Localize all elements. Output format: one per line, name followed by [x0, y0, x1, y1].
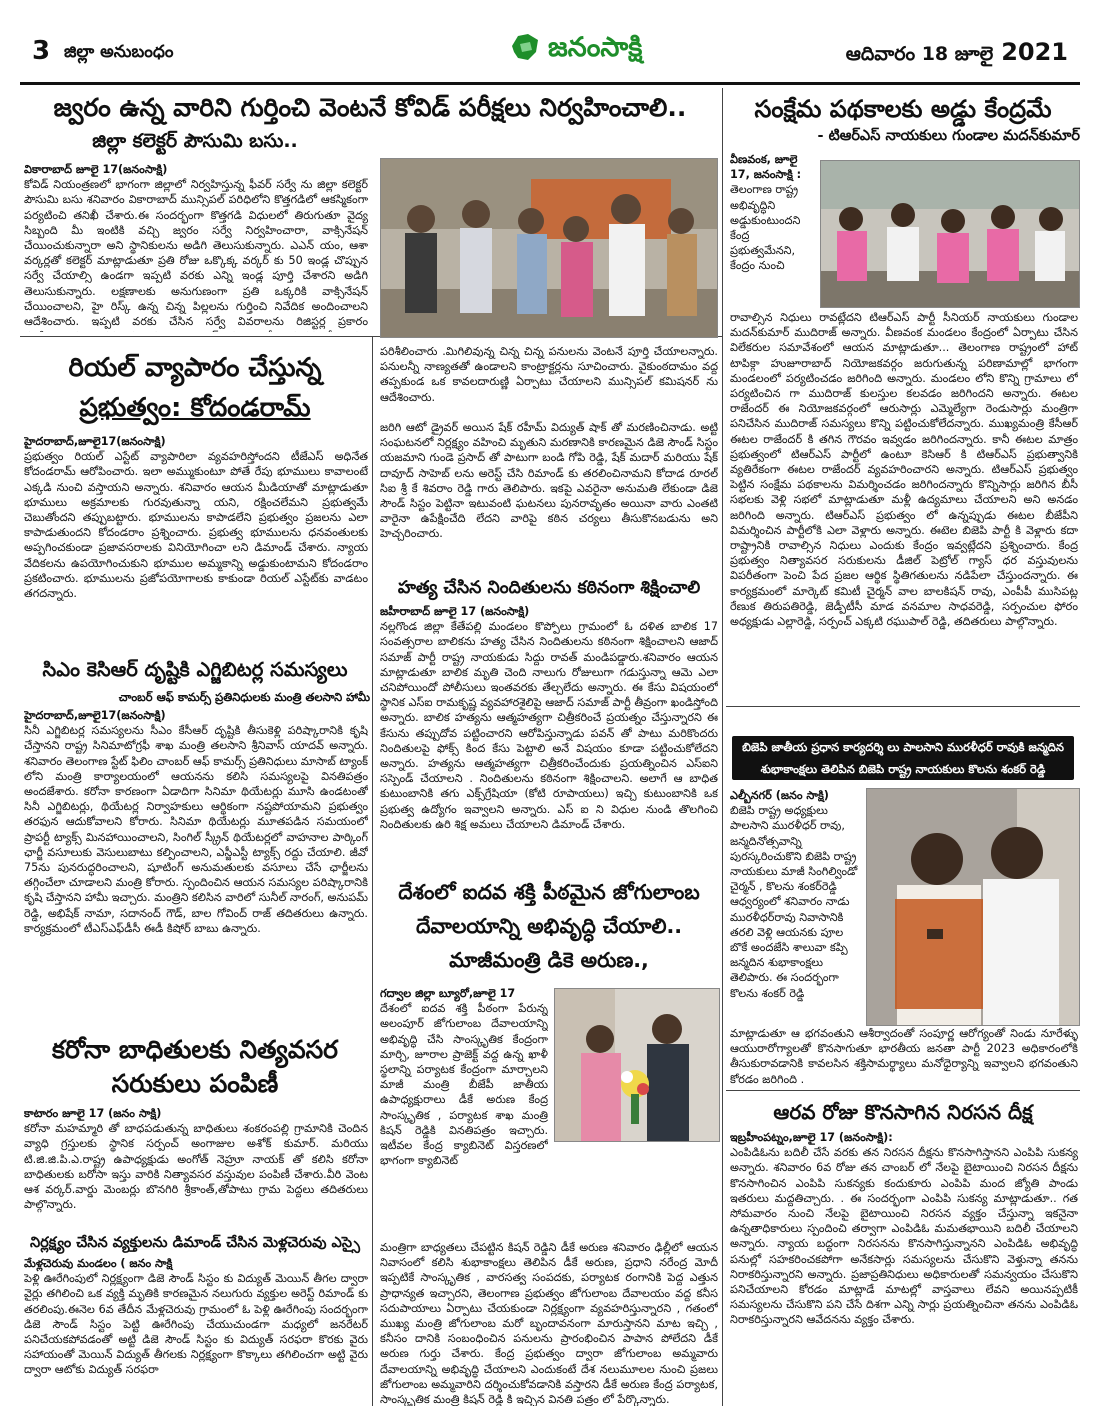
headline: సిఎం కెసిఆర్ దృష్టికి ఎగ్జిబిటర్ల సమస్యలు: [42, 658, 348, 681]
column-rule-middle: [372, 336, 373, 1406]
body-text: సినీ ఎగ్జిబిటర్ల సమస్యలను సీఎం కేసీఆర్ దృష్టికి తీసుకెళ్లి పరిష్కారానికి కృషి చేస్తానని రాష్ట్ర సినిమాటోగ్రఫీ శాఖ మంత్రి తలసాని శ్రీనివాస్ యాదవ్ అన్నారు. శనివారం తెలంగాణ స్టేట్ ఫిలిం చాంబర్ ఆఫ్ కామర్స్ ప్రతినిధులు మాసాబ్ ట్యాంక్ లోని మంత్రి కార్యాలయంలో ఆయనను కలిసి సమస్యలపై వినతిపత్రం అందజేశారు. కరోనా కారణంగా ఏడాదిగా సినిమా థియేటర్లు మూసి ఉండటంతో సినీ ఎగ్జిబిటర్లు, థియేటర్ల నిర్వాహకులు ఆర్థికంగా నష్టపోయామని ప్రభుత్వం తరఫున ఆదుకోవాలని కోరారు. సినిమా థియేటర్లు మూతపడిన సమయంలో ప్రాపర్టీ ట్యాక్స్ మినహాయించాలని, సింగిల్ స్క్రీన్ థియేటర్లలో వాహనాల పార్కింగ్ ఛార్జీ వసూలుకు వెసులుబాటు కల్పించాలని, ఎస్జీఎస్టీ ట్యాక్స్ రద్దు చేయాలి. జీవో 75ను పునరుద్ధరించాలని, షూటింగ్ అనుమతులకు వసూలు చేసే ఛార్జీలను తగ్గించేలా చూడాలని మంత్రి కోరారు. స్పందించిన ఆయన సమస్యల పరిష్కారానికి కృషి చేస్తానని హామీ ఇచ్చారు. మంత్రిని కలిసిన వారిలో సునీల్ నారంగ్, అనుపమ్ రెడ్డి, అభిషేక్ నామా, సదానంద్ గౌడ్, బాల గోవింద్ రాజ్ తదితరులు ఉన్నారు. కార్యక్రమంలో టీఎస్ఎఫ్‌డీసీ ఈడీ కిషోర్ బాబు ఉన్నారు.: [24, 724, 368, 935]
dateline: హైదరాబాద్,జూలై17(జనంసాక్షి): [24, 435, 166, 448]
article-body-continued: జరిగి ఆటో డ్రైవర్ అయిన షేక్ రహీమ్ విద్యుత్ షాక్ తో మరణించినాడు. అట్టి సంఘటనలో నిర్లక్ష్యం వహించి మృతుని మరణానికి కారణమైన డిజె సౌండ్ సిస్టం యజమాని గుండె ప్రసాద్ తో పాటుగా బండి గోపి రెడ్డి, షేక్ మదార్ మరియు షేక్ దావూద్ సాహెబ్ లను అరెస్ట్ చేసి రిమాండ్ కు తరలించినామని కోదాడ రూరల్ సిఐ శ్రీ కే శివరాం రెడ్డి గారు తెలిపారు. ఇకపై ఎవరైనా అనుమతి లేకుండా డిజె సౌండ్ సిస్టం పెట్టినా ఇటువంటి ఘటనలు పునరావృతం అయినా వారు ఎంతటి వారైనా ఉపేక్షించేది లేదని వారిపై కఠిన చర్యలు తీసుకొనబడును అని హెచ్చరించారు.: [380, 421, 718, 541]
headline: సరుకులు పంపిణీ: [111, 1069, 279, 1098]
body-text: ప్రభుత్వం రియల్ ఎస్టేట్ వ్యాపారిలా వ్యవహరిస్తోందని టీజేఎస్ అధినేత కోదండరామ్ ఆరోపించారు. ఇలా అమ్ముకుంటూ పోతే రేపు భూములు కావాలంటే ఎక్కడి నుంచి వస్తాయని అన్నారు. శనివారం ఆయన మీడియాతో మాట్లాడుతూ భూములు అక్రమాలకు గురవుతున్నా యని, రక్షించలేమని ప్రభుత్వమే చెబుతోందని తప్పుబట్టారు. భూములను కాపాడలేని ప్రభుత్వం ప్రజలను ఎలా కాపాడుతుందని కోదండరాం ప్రశ్నించారు. ప్రభుత్వ భూములను ధనవంతులకు అప్పగించకుండా ప్రజావసరాలకు వినియోగించా లని డిమాండ్ చేశారు. న్యాయ వేదికలను ఉపయోగించుకుని భూముల అమ్మకాన్ని అడ్డుకుంటామని కోదండరాం ప్రకటించారు. భూములను ప్రజోపయోగాలకు కాకుండా రియల్ ఎస్టేట్‌కు వాడటం తగదన్నారు.: [24, 450, 368, 601]
issue-date: [846, 38, 1068, 70]
headline: నిర్లక్ష్యం చేసిన వ్యక్తులను డిమాండ్ చేసిన మెళ్లచెరువు ఎస్సై: [30, 1235, 360, 1251]
photo-dk-aruna-meeting: [554, 988, 720, 1142]
article-body: [24, 1256, 368, 1406]
issue-year: 2021: [1001, 38, 1068, 66]
newspaper-page: [20, 18, 1080, 1408]
dateline: హైదరాబాద్,జూలై17(జనంసాక్షి): [24, 709, 166, 722]
photo-collector-inspection: [380, 158, 718, 338]
headline: ఆరవ రోజు కొనసాగిన నిరసన దీక్ష: [773, 1100, 1033, 1124]
article-body: [380, 986, 548, 1236]
body-text: బిజెపి రాష్ట్ర అధ్యక్షులు పాలసాని మురళీధర్ రావు, జన్మదినోత్సవాన్ని పురస్కరించుకొని బిజెపి రాష్ట్ర నాయకులు మాజీ సింగిల్విండో చైర్మన్ , కొలను శంకర్‌రెడ్డి ఆధ్వర్యంలో శనివారం నాడు మురళీధర్‌రావు నివాసానికి తరలి వెళ్లి ఆయనకు పూల బొకే అందజేసి శాలువా కప్పి జన్మదిన శుభాకాంక్షలు తెలిపారు. ఈ సందర్భంగా కొలను శంకర్ రెడ్డి: [730, 804, 858, 1000]
headline: హత్య చేసిన నిందితులను కఠినంగా శిక్షించాలి: [397, 578, 701, 598]
headline: శుభాకాంక్షలు తెలిపిన బిజెపి రాష్ట్ర నాయకులు కొలను శంకర్ రెడ్డి: [760, 762, 1046, 776]
issue-date-text: ఆదివారం 18 జూలై: [845, 43, 994, 65]
telangana-map-icon: [508, 30, 542, 64]
photo-trs-meeting: [820, 160, 1080, 308]
article-body: [24, 434, 368, 652]
headline: మాజీమంత్రి డికె అరుణ.,: [449, 948, 649, 972]
headline: దేశంలో ఐదవ శక్తి పీఠమైన జోగులాంబ: [398, 880, 700, 904]
article-body-continued: పరిశీలించారు .మిగిలివున్న చిన్న చిన్న పనులను వెంటనే పూర్తి చేయాలన్నారు. పనులన్నీ నాణ్యతతో ఉండాలని కాంట్రాక్టర్లను సూచించారు. వైకుంఠదామం వద్ద తప్పకుండ ఒక కావలదారుణ్ణి ఏర్పాటు చేయాలని మున్సిపల్ కమిషనర్ ను ఆదేశించారు.: [380, 345, 718, 404]
headline: దేవాలయాన్ని అభివృద్ధి చేయాలి..: [415, 914, 683, 938]
article-body: [730, 1130, 1078, 1406]
body-text: ఎంపిడిఓను బదిలీ చేసే వరకు తన నిరసన దీక్షను కొనసాగిస్తానని ఎంపిపి సుకన్య అన్నారు. శనివారం 6వ రోజు తన చాంబర్ లో నేలపై బైటాయించి నిరసన దీక్షను కొనసాగించిన ఎంపిపి సుకన్యకు కందుకూరు ఎంపిపి మంద జ్యోతి పాండు ఇతరులు మద్దతిచ్చారు. . ఈ సందర్భంగా ఎంపిపి సుకన్య మాట్లాడుతూ.. గత సోమవారం నుంచి నేలపై బైటాయించి నిరసన వ్యక్తం చేస్తున్నా ఇకనైనా ఉన్నతాధికారులు స్పందించి తర్వాగా ఎంపిడిఓ మమతభాయిని బదిలీ చేయాలని అన్నారు. న్యాయ బద్ధంగా నిరసనను కొనసాగిస్తున్నానని ఎంపిడిఓ అభివృద్ధి పనుల్లో సహకరించకపోగా అనేకసార్లు సమస్యలను చేసుకొని వెళ్తున్నా తనను నిరాకరిస్తున్నారని అన్నారు. ప్రజాప్రతినిధులు అధికారులతో సమన్వయం చేసుకొని పనిచేయాలని కోరడం మాట్లాడే మాటల్లో వాస్తవాలు లేవని అయినప్పటికీ సమస్యలను చేసుకొని పని చేసే దిశగా ఎన్ని సార్లు ప్రయత్నించినా తనను ఎంపిడిఓ నిరాకరిస్తున్నారని ఆవేదనను వ్యక్తం చేశారు.: [730, 1146, 1078, 1327]
page-number: 3: [32, 36, 51, 66]
section-name: జిల్లా అనుబంధం: [64, 42, 174, 62]
article-body-continued: మంత్రిగా బాధ్యతలు చేపట్టిన కిషన్ రెడ్డిని డీకే అరుణ శనివారం ఢిల్లీలో ఆయన నివాసంలో కలిసి శుభాకాంక్షలు తెలిపిన డీకే అరుణ, ప్రధాని నరేంద్ర మోదీ ఇప్పటికే సాంస్కృతిక , వారసత్వ సంపదకు, పర్యాటక రంగానికి పెద్ద ఎత్తున ప్రాధాన్యత ఇచ్చారని, తెలంగాణ ప్రభుత్వం జోగులాంబ దేవాలయం వద్ద కనీస సదుపాయాలు ఏర్పాటు చేయకుండా నిర్లక్ష్యంగా వ్యవహరిస్తున్నారని , గతంలో ముఖ్య మంత్రి జోగులాంబ మరో బృందావనంగా మారుస్తానని మాట ఇచ్చి , కనీసం దానికి సంబంధించిన పనులను ప్రారంభించిన పాపాన పోలేదని డీకే అరుణ గుర్తు చేశారు. కేంద్ర ప్రభుత్వం ద్వారా జోగులాంబ అమ్మవారు దేవాలయాన్ని అభివృద్ధి చేయాలని ఎందుకంటే దేశ నలుమూలల నుంచి ప్రజలు జోగులాంబ అమ్మవారిని దర్శించుకోవడానికి వస్తారని డీకే అరుణ కేంద్ర పర్యాటక, సాంస్కృతిక మంత్రి కిషన్ రెడ్డి కి ఇచ్చిన వినతి పత్రం లో పేర్కొన్నారు.: [380, 1241, 718, 1406]
body-text: దేశంలో ఐదవ శక్తి పీఠంగా పేరున్న అలంపూర్ జోగులాంబ దేవాలయాన్ని అభివృద్ధి చేసి సాంస్కృతిక కేంద్రంగా మార్చి, జూరాల ప్రాజెక్ట్ వద్ద ఉన్న ఖాళీ స్థలాన్ని పర్యాటక కేంద్రంగా మార్చాలని మాజీ మంత్రి బీజేపీ జాతీయ ఉపాధ్యక్షురాలు డీకే అరుణ కేంద్ర సాంస్కృతిక , పర్యాటక శాఖ మంత్రి కిషన్ రెడ్డికి వినతిపత్రం ఇచ్చారు. ఇటీవల కేంద్ర క్యాబినెట్ విస్తరణలో భాగంగా క్యాబినెట్: [380, 1002, 548, 1168]
body-text: తెలంగాణ రాష్ట్ర అభివృద్ధిని అడ్డుకుంటుందని కేంద్ర ప్రభుత్వమేనని, కేంద్రం నుంచి: [730, 183, 801, 273]
headline: ప్రభుత్వం: కోదండరామ్: [79, 393, 311, 423]
headline: రియల్ వ్యాపారం చేస్తున్న: [68, 353, 322, 383]
dateline: వీణవంక, జూలై 17, జనంసాక్షి :: [730, 153, 802, 182]
body-text: కోవిడ్ నియంత్రణలో భాగంగా జిల్లాలో నిర్వహిస్తున్న ఫీవర్ సర్వే ను జిల్లా కలెక్టర్ పౌసుమి బసు శనివారం వికారాబాద్ మున్సిపల్ పరిధిలోని కొత్తగడిలో ఆకస్మికంగా పర్యటించి తనిఖీ చేశారు.ఈ సందర్భంగా కొత్తగడి విధులలో తిరుగుతూ వైద్య సిబ్బంది మీ ఇంటికి వచ్చి జ్వరం సర్వే నిర్వహించారా, వాక్సినేషన్ చేయించుకున్నారా అని స్థానికులను అడిగి తెలుసుకున్నారు. ఎఎన్ యం, ఆశా వర్కర్లతో కలెక్టర్ మాట్లాడుతూ ప్రతి రోజు ఒక్కొక్క వర్కర్ కు 50 ఇండ్ల చొప్పున సర్వే చేయాల్సి ఉండగా ఇప్పటి వరకు ఎన్ని ఇండ్ల పూర్తి చేశారని అడిగి తెలుసుకున్నారు. లక్షణాలకు అనుగుణంగా ప్రతి ఒక్కరికి వాక్సినేషన్ చేయించాలని, హై రిస్క్ ఉన్న చిన్న పిల్లలను గుర్తించి నివేదిక అందించాలని ఆదేశించారు. ఇప్పటి వరకు చేసిన సర్వే వివరాలను రిజిస్టర్ల ప్రకారం: [24, 178, 368, 329]
article-body: [730, 152, 816, 306]
photo-birthday-greeting: [866, 788, 1080, 1026]
subheadline: చాంబర్ ఆఫ్ కామర్స్ ప్రతినిధులకు మంత్రి తలసాని హామీ: [118, 690, 370, 704]
headline: బిజెపి జాతీయ ప్రధాన కార్యదర్శి లు పాలసాని మురళీధర్ రావుకి జన్మదిన: [742, 740, 1064, 754]
body-text: నల్లగొండ జిల్లా కేతేపల్లి మండలం కొప్పోలు గ్రామంలో ఓ దళిత బాలిక 17 సంవత్సరాల బాలికను హత్య చేసిన నిందితులను కఠినంగా శిక్షించాలని ఆజాద్ సమాజ్ పార్టీ రాష్ట్ర నాయకుడు సిద్దు రావత్ మండిపడ్డారు.శనివారం ఆయన మాట్లాడుతూ బాలిక మృతి చెంది నాలుగు రోజులుగా గడుస్తున్నా ఆమె ఎలా చనిపోయిందో పోలీసులు ఇంతవరకు తేల్చలేదు అన్నారు. ఈ కేసు విషయంలో స్థానిక ఎస్ఐ రామకృష్ణ వ్యవహారశైలిపై ఆజాద్ సమాజ్ పార్టీ తీవ్రంగా ఖండిస్తోంది అన్నారు. బాలిక హత్యను ఆత్మహత్యగా చిత్రీకరించే ప్రయత్నం చేస్తున్నారని ఈ కేసును తప్పుదోవ పట్టించారని ఆరోపిస్తున్నాడు పవన్ తో పాటు మరికొందరు నిందితులపై ఫోక్స్ కింద కేసు పెట్టాలి అనే విషయం కూడా పట్టించుకోలేదని అన్నారు. హత్యను ఆత్మహత్యగా చిత్రీకరించేందుకు ప్రయత్నించిన ఎస్ఐని సస్పెండ్ చేయాలని . నిందితులను కఠినంగా శిక్షించాలని. అలాగే ఆ బాధిత కుటుంబానికి తగు ఎక్స్‌గ్రేషియా (కోటి రూపాయలు) ఇచ్చి కుటుంబానికి ఒక ప్రభుత్వ ఉద్యోగం ఇవ్వాలని అన్నారు. ఎస్ ఐ ని విధుల నుండి తొలగించి నిందితులకు ఉరి శిక్ష అమలు చేయాలని డిమాండ్ చేశారు.: [380, 620, 718, 831]
article-body: [730, 788, 860, 1026]
article-body: [24, 708, 368, 1024]
article-body: [24, 162, 368, 332]
boxed-headline: [732, 736, 1074, 780]
article-body-continued: రావాల్సిన నిధులు రావట్లేదని టిఆర్ఎస్ పార్టీ సీనియర్ నాయకులు గుండాల మదన్‌కుమార్ ముదిరాజ్ అన్నారు. వీణవంక మండలం కేంద్రంలో ఏర్పాటు చేసిన విలేకరుల సమావేశంలో ఆయన మాట్లాడుతూ... తెలంగాణ రాష్ట్రంలో హాట్ టాపిక్గా హుజూరాబాద్ నియోజకవర్గం జరుగుతున్న పరిణామాల్లో భాగంగా మండలంలో పర్యటించడం జరిగింది అన్నారు. మండలం లోని కొన్ని గ్రామాలు లో పర్యటించిన గా ముదిరాజ్ కులస్తుల కలవడం జరిగిందని అన్నారు. ఈటల రాజేందర్ ఈ నియోజకవర్గంలో ఆరుసార్లు ఎమ్మెల్యేగా రెండుసార్లు మంత్రిగా పనిచేసిన ముదిరాజ్ సమస్యలు కొన్ని పట్టించుకోలేదన్నారు. ముఖ్యమంత్రి కేసీఆర్ ఈటల రాజేందర్ కి తగిన గౌరవం ఇవ్వడం జరిగిందన్నారు. కానీ ఈటల మాత్రం ప్రభుత్వంలో టిఆర్ఎస్ పార్టీలో ఉంటూ కెసిఆర్ కి టిఆర్ఎస్ ప్రభుత్వానికి వ్యతిరేకంగా ఈటల రాజేందర్ వ్యవహరించారని అన్నారు. టిఆర్ఎస్ ప్రభుత్వం పెట్టిన సంక్షేమ పథకాలను విమర్శించడం జరిగిందన్నారు కొన్నిసార్లు జరిగిన బీసీ సభలకు వెళ్లి సభలో మాట్లాడుతూ మళ్లీ ఉద్యమాలు చేయాలని అని అనడం జరిగింది అన్నారు. టిఆర్ఎస్ ప్రభుత్వం లో ఉన్నప్పుడు ఈటల బీజేపీని విమర్శించిన పార్టీలోకి ఎలా వెళ్లారు అన్నారు. ఈటెల బిజెపి పార్టీ కి వెళ్లారు కదా రాష్ట్రానికి రావాల్సిన నిధులు ఎందుకు కేంద్రం ఇవ్వట్లేదని ప్రశ్నించారు. కేంద్ర ప్రభుత్వం నిత్యావసర సరుకులను డీజిల్ పెట్రోల్ గ్యాస్ ధర వస్తువులను విపరీతంగా పెంచి పేద ప్రజల ఆర్థిక స్థితిగతులను నడిపేలా చేస్తుందన్నారు. ఈ కార్యక్రమంలో మార్కెట్ కమిటీ చైర్మన్ వాల బాలకిషన్ రావు, ఎంపీపీ ముసిపట్ల రేణుక తిరుపతిరెడ్డి, జెడ్పీటీసీ మాడ వనమాల సాధవరెడ్డి, సర్పంచుల ఫోరం అధ్యక్షుడు ఎల్లారెడ్డి, సర్పంచ్ ఎక్కటి రఘుపాల్ రెడ్డి, తదితరులు పాల్గొన్నారు.: [730, 311, 1078, 629]
article-divider: [726, 706, 1080, 707]
dateline: మేళ్లచెరువు మండలం ( జనం సాక్షి: [24, 1257, 173, 1270]
body-text: పెళ్లి ఊరేగింపులో నిర్లక్ష్యంగా డిజె సౌండ్ సిస్టం కు విద్యుత్ మెయిన్ తీగల ద్వారా వైర్లు తగిలించి ఒక వ్యక్తి మృతికి కారణమైన నలుగురు వ్యక్తుల అరెస్ట్ రిమాండ్ కు తరలింపు.ఈనెల 6వ తేదీన మేళ్లచెరువు గ్రామంలో ఓ పెళ్లి ఊరేగింపు సందర్భంగా డిజె సౌండ్ సిస్టం పెట్టి ఊరేగింపు చేయుచుండగా మధ్యలో జనరేటర్ పనిచేయకపోవడంతో అట్టి డిజె సౌండ్ సిస్టం కు విద్యుత్ సరఫరా కొరకు వైరు సహాయంతో మెయిన్ విద్యుత్ తీగలకు నిర్లక్ష్యంగా కొక్కాలు తగిలించగా అట్టి వైరు ద్వారా ఆటోకు విద్యుత్ సరఫరా: [24, 1272, 368, 1377]
article-divider: [726, 1090, 1080, 1091]
dateline: కాటారం జూలై 17 (జనం సాక్షి): [24, 1107, 162, 1120]
brand-name: జనంసాక్షి: [548, 32, 643, 63]
dateline: ఎల్బీనగర్ (జనం సాక్షి): [730, 789, 829, 802]
article-body: [380, 604, 718, 874]
headline: జ్వరం ఉన్న వారిని గుర్తించి వెంటనే కోవిడ్ పరీక్షలు నిర్వహించాలి..: [53, 93, 687, 122]
headline: సంక్షేమ పథకాలకు అడ్డు కేంద్రమే: [754, 95, 1052, 123]
dateline: గద్వాల జిల్లా బ్యూరో,జూలై 17: [380, 987, 516, 1000]
masthead: [20, 18, 1080, 85]
brand-logo: [508, 26, 678, 72]
article-body: [24, 1106, 368, 1228]
article-body-continued: మాట్లాడుతూ ఆ భగవంతుని ఆశీర్వాదంతో సంపూర్ణ ఆరోగ్యంతో నిండు నూరేళ్ళు ఆయురారోగ్యాలతో కొనసాగుతూ భారతీయ జనతా పార్టీ 2023 అధికారంలోకి తీసుకురావడానికి కావలసిన శక్తిసామర్థ్యాలు మనోధైర్యాన్ని ఇవ్వాలని భగవంతుని కోరడం జరిగింది .: [730, 1027, 1078, 1086]
subheadline: - టిఆర్ఎస్ నాయకులు గుండాల మదన్‌కుమార్: [817, 128, 1080, 144]
subheadline: జిల్లా కలెక్టర్ పౌసుమి బసు..: [92, 130, 298, 152]
body-text: కరోనా మహమ్మారి తో బాధపడుతున్న బాధితులు శంకరంపల్లి గ్రామానికి చెందిన వ్యాధి గ్రస్తులకు స్థానిక సర్పంచ్ అంగాజుల అశోక్ కుమార్. మరియు టి.జి.జి.పి.ఎ.రాష్ట్ర ఉపాధ్యక్షుడు అంగోత్ నెహ్రూ నాయక్ తో కలిసి కరోనా బాధితులకు బరోసా ఇస్తు వారికి నిత్యావసర వస్తువుల పంపిణీ చేశారు.వీరి వెంట ఆశ వర్కర్.వార్డు మెంబర్లు బొనగిరి శ్రీకాంత్,తోపాటు గ్రామ పెద్దలు తదితరులు పాల్గొన్నారు.: [24, 1122, 368, 1212]
headline: కరోనా బాధితులకు నిత్యవసర: [52, 1035, 338, 1064]
column-rule-right: [722, 88, 723, 1406]
dateline: ఇబ్రహీంపట్నం,జూలై 17 (జనంసాక్షి):: [730, 1131, 893, 1144]
dateline: వికారాబాద్ జూలై 17(జనంసాక్షి): [24, 163, 168, 176]
dateline: జహీరాబాద్ జూలై 17 (జనంసాక్షి): [380, 605, 530, 618]
